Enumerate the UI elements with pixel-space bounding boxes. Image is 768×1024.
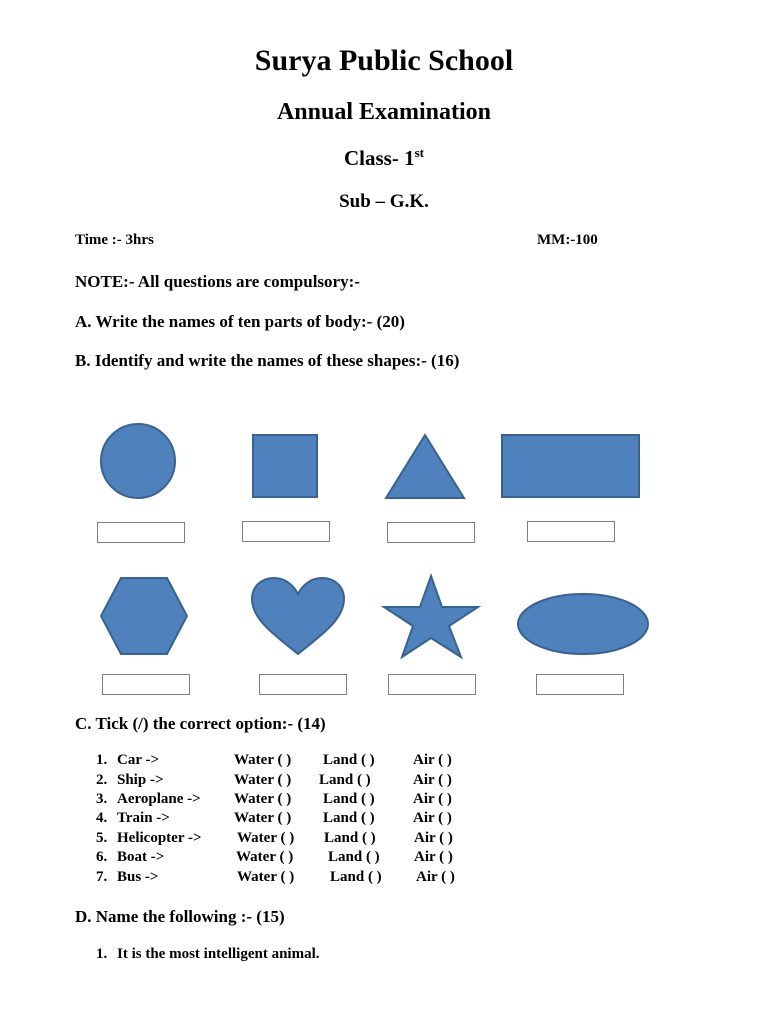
- option-land[interactable]: Land ( ): [323, 752, 375, 768]
- option-land[interactable]: Land ( ): [319, 772, 371, 788]
- item-number: 3.: [96, 791, 108, 807]
- heart-shape: [251, 577, 346, 657]
- vehicle-label: Car ->: [117, 752, 160, 768]
- item-number: 5.: [96, 830, 108, 846]
- item-number: 1.: [96, 946, 108, 962]
- option-air[interactable]: Air ( ): [414, 849, 453, 865]
- answer-box-star[interactable]: [388, 674, 476, 695]
- question-a: A. Write the names of ten parts of body:- (20): [75, 312, 405, 331]
- circle-shape: [99, 423, 179, 501]
- option-air[interactable]: Air ( ): [416, 869, 455, 885]
- option-water[interactable]: Water ( ): [234, 791, 292, 807]
- option-water[interactable]: Water ( ): [236, 849, 294, 865]
- item-number: 4.: [96, 810, 108, 826]
- answer-box-ellipse[interactable]: [536, 674, 624, 695]
- option-water[interactable]: Water ( ): [234, 752, 292, 768]
- item-number: 7.: [96, 869, 108, 885]
- option-air[interactable]: Air ( ): [413, 772, 452, 788]
- item-number: 1.: [96, 752, 108, 768]
- option-water[interactable]: Water ( ): [234, 810, 292, 826]
- question-b: B. Identify and write the names of these shapes:- (16): [75, 351, 460, 370]
- ellipse-shape: [517, 593, 651, 657]
- square-shape: [252, 434, 320, 500]
- option-land[interactable]: Land ( ): [330, 869, 382, 885]
- answer-box-triangle[interactable]: [387, 522, 475, 543]
- answer-box-heart[interactable]: [259, 674, 347, 695]
- option-water[interactable]: Water ( ): [234, 772, 292, 788]
- rectangle-shape: [501, 434, 642, 500]
- option-air[interactable]: Air ( ): [414, 830, 453, 846]
- star-shape: [383, 575, 481, 659]
- option-land[interactable]: Land ( ): [323, 791, 375, 807]
- vehicle-label: Boat ->: [117, 849, 165, 865]
- vehicle-label: Helicopter ->: [117, 830, 202, 846]
- vehicle-label: Aeroplane ->: [117, 791, 201, 807]
- answer-box-hexagon[interactable]: [102, 674, 190, 695]
- option-air[interactable]: Air ( ): [413, 810, 452, 826]
- option-air[interactable]: Air ( ): [413, 791, 452, 807]
- hexagon-shape: [100, 577, 190, 657]
- item-number: 2.: [96, 772, 108, 788]
- question-c: C. Tick (/) the correct option:- (14): [75, 714, 326, 733]
- triangle-shape: [385, 434, 467, 501]
- time-label: Time :- 3hrs: [75, 232, 154, 248]
- answer-box-square[interactable]: [242, 521, 330, 542]
- class-suffix: st: [414, 145, 424, 160]
- item-text: It is the most intelligent animal.: [117, 946, 320, 962]
- option-land[interactable]: Land ( ): [328, 849, 380, 865]
- option-water[interactable]: Water ( ): [237, 869, 295, 885]
- answer-box-circle[interactable]: [97, 522, 185, 543]
- vehicle-label: Ship ->: [117, 772, 164, 788]
- vehicle-label: Train ->: [117, 810, 170, 826]
- class-title: [0, 145, 768, 171]
- note-text: NOTE:- All questions are compulsory:-: [75, 272, 360, 291]
- answer-box-rectangle[interactable]: [527, 521, 615, 542]
- option-air[interactable]: Air ( ): [413, 752, 452, 768]
- question-d: D. Name the following :- (15): [75, 907, 285, 926]
- exam-title: Annual Examination: [276, 99, 492, 125]
- vehicle-label: Bus ->: [117, 869, 159, 885]
- school-name: Surya Public School: [254, 44, 514, 77]
- subject-title: Sub – G.K.: [339, 191, 429, 212]
- option-water[interactable]: Water ( ): [237, 830, 295, 846]
- option-land[interactable]: Land ( ): [323, 810, 375, 826]
- option-land[interactable]: Land ( ): [324, 830, 376, 846]
- item-number: 6.: [96, 849, 108, 865]
- max-marks-label: MM:-100: [537, 232, 598, 248]
- class-prefix: Class- 1: [344, 146, 415, 170]
